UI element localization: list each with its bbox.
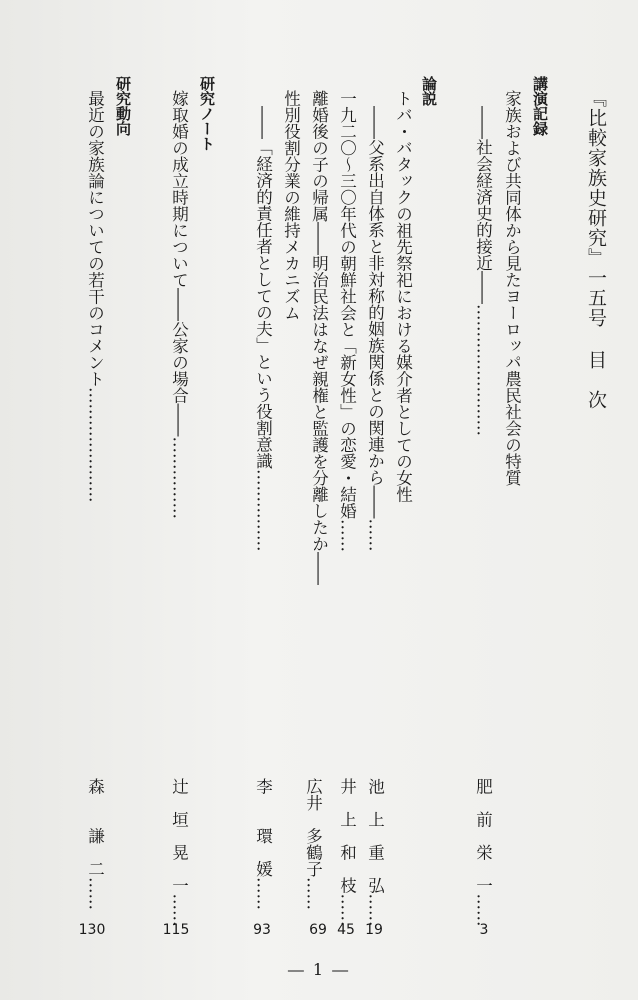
section-lecture: 講演記録: [531, 76, 549, 136]
entry-2-page: 19: [365, 922, 383, 938]
entry-3-page: 45: [337, 922, 355, 938]
entry-2-line-1[interactable]: トバ・バタックの祖先祭祀における媒介者としての女性: [393, 90, 413, 503]
entry-2-line-2[interactable]: ――父系出自体系と非対称的姻族関係との関連から――……: [365, 106, 385, 552]
entry-5-page: 93: [253, 922, 271, 938]
entry-4-line-1[interactable]: 離婚後の子の帰属――明治民法はなぜ親権と監護を分離したか――: [309, 90, 329, 585]
journal-title-text: 『比較家族史研究』一五号: [585, 88, 607, 328]
toc-label: 目 次: [585, 350, 607, 410]
footer-page-number: ― 1 ―: [287, 960, 351, 979]
entry-7-author: 森 謙 二……: [85, 778, 105, 910]
journal-title: [586, 88, 605, 410]
entry-3-author: 井 上 和 枝……: [337, 778, 357, 927]
entry-5-line-2[interactable]: ――「経済的責任者としての夫」という役割意識……………: [253, 106, 273, 552]
entry-1-author: 肥 前 栄 一……: [473, 778, 493, 927]
entry-6-author: 辻 垣 晃 一……: [169, 778, 189, 927]
section-ronsetsu: 論説: [420, 76, 438, 106]
entry-1-line-2[interactable]: ――社会経済史的接近――……………………: [473, 106, 493, 436]
entry-7-page: 130: [78, 922, 106, 938]
entry-4-author: 広井 多鶴子……: [303, 778, 323, 910]
section-trend: 研究動向: [114, 76, 132, 136]
entry-7-line-1[interactable]: 最近の家族論についての若干のコメント…………………: [85, 90, 105, 503]
entry-5-line-1[interactable]: 性別役割分業の維持メカニズム: [281, 90, 301, 321]
entry-3-line-1[interactable]: 一九二〇～三〇年代の朝鮮社会と「新女性」の恋愛・結婚……: [337, 90, 357, 552]
entry-1-page: 3: [479, 922, 489, 938]
entry-6-page: 115: [162, 922, 190, 938]
entry-2-author: 池 上 重 弘……: [365, 778, 385, 927]
entry-6-line-1[interactable]: 嫁取婚の成立時期について――公家の場合――……………: [169, 90, 189, 519]
entry-5-author: 李 環 媛……: [253, 778, 273, 910]
entry-4-page: 69: [309, 922, 327, 938]
section-note: 研究ノート: [198, 76, 216, 151]
entry-1-line-1[interactable]: 家族および共同体から見たヨーロッパ農民社会の特質: [502, 90, 522, 486]
